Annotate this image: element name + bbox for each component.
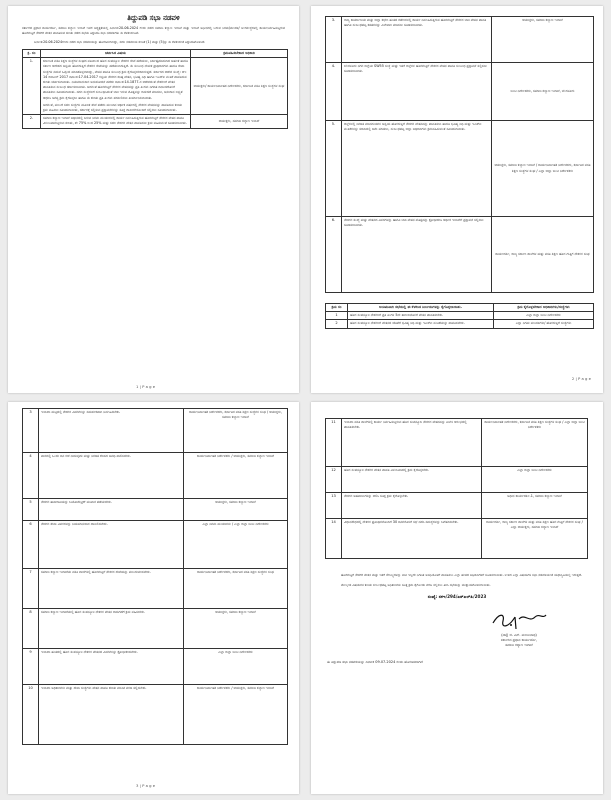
signatory-name: (ಡಾ|| ಜಿ. ಎನ್. ಮಂಜುನಾಥ) xyxy=(501,633,537,637)
document-page-3 xyxy=(8,402,299,794)
column-header: ಅಂತಿಮವಾಗಿ ಸಭೆಯಲ್ಲಿ ಈ ಕೆಳಕಂಡ ನಿರ್ಣಯಗಳನ್ನು ಕೈಗೊಳ್ಳಲಾಯಿತು. xyxy=(348,304,494,312)
table-row xyxy=(326,17,594,63)
page-number: 1 | P a g e xyxy=(136,384,156,389)
row-number: 11 xyxy=(326,419,342,467)
table-row xyxy=(23,521,288,569)
column-header: ಕ್ರಮವಹಿಸಬೇಕಾದ ಅಧಿಕಾರಿ xyxy=(191,50,288,58)
page-number: 2 | P a g e xyxy=(571,376,591,381)
row-subject xyxy=(41,58,191,115)
responsible-officer: ಆಯುಕ್ತರು, ಸಮಾಜ ಕಲ್ಯಾಣ ಇಲಾಖೆ xyxy=(492,17,594,63)
decisions-table xyxy=(325,303,594,329)
table-row xyxy=(23,499,288,521)
closing-paragraph-2: ಮೇಲ್ಕಂಡ ವಿಷಯಗಳ ಕುರಿತು ಸಂಬಂಧಪಟ್ಟ ಅಧಿಕಾರಿಗಳು ಸೂಕ್ತ ಕ್ರಮ ಕೈಗೊಂಡು ವರದಿ ಸಲ್ಲಿಸಲು ತಿಳಿಸಿ ಸಭೆಯನ್ನು ಮುಕ್ತಾಯಗೊಳಿಸಲಾಯಿತು. xyxy=(341,583,491,587)
responsible-officer: ಆಯುಕ್ತರು, ಸಮಾಜ ಕಲ್ಯಾಣ ಇಲಾಖೆ xyxy=(184,609,288,649)
table-row xyxy=(23,649,288,685)
table-row xyxy=(23,409,288,453)
row-number: 10 xyxy=(23,685,39,745)
row-subject: ನೌಕರರ ಸೇವಾ ವಿವರಗಳನ್ನು ನಿಯಮಾನುಸಾರ ದಾಖಲಿಸಬೇಕು. xyxy=(39,521,184,569)
table-row xyxy=(326,121,594,217)
table-header-row xyxy=(326,304,594,312)
row-subject: ಸಮಾಜ ಕಲ್ಯಾಣ ಇಲಾಖೆಯ ವಸತಿ ಶಾಲೆಗಳಲ್ಲಿ ಹೊರಗುತ್ತಿಗೆ ನೌಕರರ ಸೇವೆಯನ್ನು ಮುಂದುವರಿಸಬೇಕು. xyxy=(39,569,184,609)
table-row xyxy=(23,569,288,609)
table-header-row xyxy=(23,50,288,58)
column-header: ಕ್ರಮ ಸಂ xyxy=(326,304,348,312)
responsible-officer: ಆಯುಕ್ತರು, ಸಮಾಜ ಕಲ್ಯಾಣ ಇಲಾಖೆ xyxy=(191,115,288,128)
responsible-officer: ಎಲ್ಲಾ ನಿಗಮ ಮಂಡಳಿಗಳು/ ಹೊರಗುತ್ತಿಗೆ ಸಂಸ್ಥೆಗಳು xyxy=(494,320,594,328)
row-subject: ಜಿಲ್ಲೆಗಳಲ್ಲಿ ನಿಗದಿತ ಮಾನದಂಡಗಳ ಅನ್ವಯ ಹೊರಗುತ್ತಿಗೆ ನೌಕರರ ವೇತನವನ್ನು ಪಾವತಿಸಲು ಹಾಗೂ ಭವಿಷ್ಯ ನಿಧಿ ಮತ್ತು ಇಎಸ್‌ಐ ವಂತಿಕೆಗಳನ್ನು ಸಕಾಲದಲ್ಲಿ ಜಮೆ ಮಾಡಲು, ಸಂಬಂಧಪಟ್ಟ ಜಿಲ್ಲಾ ಅಧಿಕಾರಿಗಳು ಕ್ರಮವಹಿಸುವಂತೆ ಸೂಚಿಸಲಾಯಿತು. xyxy=(342,121,492,217)
closing-paragraph: ಹೊರಗುತ್ತಿಗೆ ನೌಕರರ ವೇತನ ಮತ್ತು ಇತರೆ ಸೌಲಭ್ಯಗಳನ್ನು ಬಾಕಿ ಇಲ್ಲದೇ ನಿಗದಿತ ಅವಧಿಯೊಳಗೆ ಪಾವತಿಸಲು ಎಲ್ಲಾ ಹಂತದ ಅಧಿಕಾರಿಗಳಿಗೆ ಸೂಚಿಸಲಾಯಿತು. ಉಳಿದ ಎಲ್ಲಾ ವಿಷಯಗಳ ಸಭಾ ನಡವಳಿಯಂತೆ ಯಥಾಸ್ಥಿತಿಯಲ್ಲಿ ಇರುತ್ತದೆ. xyxy=(341,573,583,577)
page-number: 3 | P a g e xyxy=(136,783,156,788)
row-number: 6 xyxy=(23,521,39,569)
table-row xyxy=(326,312,594,320)
row-subject: ಸಮಾಜ ಕಲ್ಯಾಣ ಇಲಾಖೆಯಲ್ಲಿ ಹೊರ ಸಂಪನ್ಮೂಲ ನೌಕರರ ವೇತನ ಬಿಡುಗಡೆಗೆ ಕ್ರಮ ವಹಿಸಬೇಕು. xyxy=(39,609,184,649)
row-number: 3 xyxy=(23,409,39,453)
responsible-officer: ಎಲ್ಲಾ ನಿಗಮ ಮಂಡಳಿಗಳು / ಎಲ್ಲಾ ಜಿಲ್ಲಾ ಜಂಟಿ ನಿರ್ದೇಶಕರು xyxy=(184,521,288,569)
table-row xyxy=(23,609,288,649)
responsible-officer: ಕಾರ್ಯನಿರ್ವಾಹಕ ನಿರ್ದೇಶಕರು, ಕರ್ನಾಟಕ ವಸತಿ ಶಿಕ್ಷಣ ಸಂಸ್ಥೆಗಳ ಸಂಘ xyxy=(184,569,288,609)
row-subject: ಇಲಾಖಾ ಮಟ್ಟದಲ್ಲಿ ನೌಕರರ ವಿವರಗಳನ್ನು ಸಮರ್ಪಕವಾಗಿ ನಿರ್ವಹಿಸಬೇಕು. xyxy=(39,409,184,453)
row-subject: ಹೊರ ಸಂಪನ್ಮೂಲ ನೌಕರರ ವೇತನ ಪಾವತಿ ವಿಳಂಬವಾದಲ್ಲಿ ಕ್ರಮ ಕೈಗೊಳ್ಳಬೇಕು. xyxy=(342,467,482,493)
responsible-officer: ಆಯುಕ್ತರು, ಸಮಾಜ ಕಲ್ಯಾಣ ಇಲಾಖೆ / ಕಾರ್ಯನಿರ್ವಾಹಕ ನಿರ್ದೇಶಕರು, ಕರ್ನಾಟಕ ವಸತಿ ಶಿಕ್ಷಣ ಸಂಸ್ಥೆಗಳ ಸಂಘ / ಎಲ್ಲಾ ಜಿಲ್ಲಾ ಜಂಟಿ ನಿರ್ದೇಶಕರು xyxy=(492,121,594,217)
row-number: 9 xyxy=(23,649,39,685)
table-row xyxy=(23,685,288,745)
minutes-table-continued xyxy=(325,16,594,293)
column-header: ಚರ್ಚಿಸಿದ ವಿಷಯ xyxy=(41,50,191,58)
row-number: 1 xyxy=(326,312,348,320)
row-number: 5. xyxy=(326,121,342,217)
table-row xyxy=(326,217,594,293)
row-number: 12 xyxy=(326,467,342,493)
decisions-table-final xyxy=(325,418,588,559)
signatory-title: ಸರ್ಕಾರದ ಪ್ರಧಾನ ಕಾರ್ಯದರ್ಶಿ, xyxy=(500,638,538,643)
table-row xyxy=(326,467,588,493)
amendment-paragraph: ದಿನಾಂಕ:20.06.2024ರಂದು ನಡೆದ ಸಭಾ ನಡವಳಿಯನ್ನು ಹೊರಡಿಸಲಾಗಿದ್ದು, ಸದರಿ ನಡವಳಿಯ ಕಂಡಿಕೆ (1) ಮತ್ತು (5)ನ್ನು ಈ ಕೆಳಕಂಡಂತೆ ತಿದ್ದುಪಡಿಗೊಳಿಸಿದೆ. xyxy=(34,40,206,44)
issue-date-note: ಈ ತಿದ್ದುಪಡಿ ಸಭಾ ನಡವಳಿಯನ್ನು ದಿನಾಂಕ 09.07.2024 ರಂದು ಹೊರಡಿಸಲಾಗಿದೆ xyxy=(327,660,423,665)
row-number: 6. xyxy=(326,217,342,293)
responsible-officer: ಜಂಟಿ ನಿರ್ದೇಶಕರು, ಸಮಾಜ ಕಲ್ಯಾಣ ಇಲಾಖೆ, ಬೆಂಗಳೂರು xyxy=(492,63,594,121)
page-title: ತಿದ್ದುಪಡಿ ಸಭಾ ನಡವಳಿ xyxy=(127,14,180,22)
row-subject: ಹೊರ ಸಂಪನ್ಮೂಲ ನೌಕರರಿಗೆ ಪ್ರತಿ ತಿಂಗಳ 5ನೇ ತಾರೀಖಿನೊಳಗೆ ವೇತನ ಪಾವತಿಸಬೇಕು. xyxy=(348,312,494,320)
responsible-officer: ಆಯುಕ್ತರು, ಸಮಾಜ ಕಲ್ಯಾಣ ಇಲಾಖೆ xyxy=(184,499,288,521)
minutes-table xyxy=(22,49,288,129)
responsible-officer: ಆಯುಕ್ತರು/ ಕಾರ್ಯನಿರ್ವಾಹಕ ನಿರ್ದೇಶಕರು, ಕರ್ನಾಟಕ ವಸತಿ ಶಿಕ್ಷಣ ಸಂಸ್ಥೆಗಳ ಸಂಘ xyxy=(191,58,288,115)
table-row xyxy=(23,115,288,128)
responsible-officer: ಕಾರ್ಯನಿರ್ವಾಹಕ ನಿರ್ದೇಶಕರು / ಆಯುಕ್ತರು, ಸಮಾಜ ಕಲ್ಯಾಣ ಇಲಾಖೆ xyxy=(184,453,288,499)
row-number: 4 xyxy=(23,453,39,499)
row-subject: ಹೊರ ಸಂಪನ್ಮೂಲ ನೌಕರರಿಗೆ ವೇತನದ ಜೊತೆಗೆ ಭವಿಷ್ಯ ನಿಧಿ ಮತ್ತು ಇಎಸ್‌ಐ ವಂತಿಕೆಯನ್ನು ಪಾವತಿಸಬೇಕು. xyxy=(348,320,494,328)
table-row xyxy=(326,320,594,328)
table-row xyxy=(326,419,588,467)
row-subject: ಬೆಂಗಳೂರು ನಗರ ಜಿಲ್ಲೆಯ SW55 ಸಂಸ್ಥೆ ಮತ್ತು ಇತರೆ ಜಿಲ್ಲೆಗಳ ಹೊರಗುತ್ತಿಗೆ ನೌಕರರ ವೇತನ ಪಾವತಿ ಸಂಬಂಧ ಪ್ರಸ್ತಾವನೆ ಸಲ್ಲಿಸಲು ಸೂಚಿಸಲಾಯಿತು. xyxy=(342,63,492,121)
table-row xyxy=(23,58,288,115)
responsible-officer: ಕಾರ್ಯದರ್ಶಿ, ರಾಜ್ಯ ಸರ್ಕಾರಿ ಶಾಲೆಗಳ ಮತ್ತು ವಸತಿ ಶಿಕ್ಷಣ ಹೊರ ಗುತ್ತಿಗೆ ನೌಕರರ ಸಂಘ / ಎಲ್ಲಾ ಆಯುಕ್ತರು, ಸಮಾಜ ಕಲ್ಯಾಣ ಇಲಾಖೆ xyxy=(482,519,588,559)
row-number: 4. xyxy=(326,63,342,121)
document-page-2 xyxy=(311,6,603,393)
row-number: 2 xyxy=(326,320,348,328)
responsible-officer: ಕಾರ್ಯನಿರ್ವಾಹಕ ನಿರ್ದೇಶಕರು, ಕರ್ನಾಟಕ ವಸತಿ ಶಿಕ್ಷಣ ಸಂಸ್ಥೆಗಳ ಸಂಘ / ಎಲ್ಲಾ ಜಿಲ್ಲಾ ಜಂಟಿ ನಿರ್ದೇಶಕರು xyxy=(482,419,588,467)
row-subject: ಇಲಾಖಾ ಹಂತದಲ್ಲಿ ಹೊರ ಸಂಪನ್ಮೂಲ ನೌಕರರ ವೇತನದ ವಿವರಗಳನ್ನು ಕ್ರೋಢೀಕರಿಸಬೇಕು. xyxy=(39,649,184,685)
row-number: 5 xyxy=(23,499,39,521)
row-subject: ನೌಕರರ ಅಹವಾಲುಗಳನ್ನು ಆಲಿಸಿ ಸೂಕ್ತ ಕ್ರಮ ಕೈಗೊಳ್ಳಬೇಕು. xyxy=(342,493,482,519)
subject-text: ಕರ್ನಾಟಕ ವಸತಿ ಶಿಕ್ಷಣ ಸಂಸ್ಥೆಗಳ ಸಂಘದ ವತಿಯಿಂದ ಹೊರ ಸಂಪನ್ಮೂಲ ನೌಕರರ ಸೇವೆ ಪಡೆಯಲು, ನಿರ್ದಿಷ್ಟಪಡಿಸಲಾದ ಅರ್ಹತೆ ಹಾಗೂ ಸರ್ಕಾರಿ ಆದೇಶದ ಅನ್ವಯ ಹೊರಗುತ್ತಿಗೆ ನೌಕರರ ಸೇವೆಯನ್ನು ಪಡೆಯಲಾಗುತ್ತಿದೆ. ಈ ಸಂಬಂಧ ನೇಮಕ ಪ್ರಾಧಿಕಾರಗಳು ಹಾಗೂ ಸೇವಾ ಸಂಸ್ಥೆಗಳ ನಡುವೆ ಒಪ್ಪಂದ ಮಾಡಿಕೊಳ್ಳಲಾಗಿದ್ದು, ವೇತನ ಪಾವತಿ ಸಂಬಂಧ ಕ್ರಮ ಕೈಗೊಳ್ಳಬೇಕಾಗಿರುತ್ತದೆ. ಸರ್ಕಾರದ ಆದೇಶ ಸಂಖ್ಯೆ: ಆಇ 14 ಬಿಜಿಎಲ್ 2017 ದಿನಾಂಕ:17.04.2017 ರನ್ವಯ ನೌಕರರ ಕನಿಷ್ಠ ವೇತನ, ಭವಿಷ್ಯ ನಿಧಿ ಹಾಗೂ ಇಎಸ್‌ಐ ವಂತಿಕೆ ಪಾವತಿಸುವ ಕುರಿತು ಚರ್ಚಿಸಲಾಯಿತು. ನಿಯಮಾನುಸಾರ ಅನುಮೋದನೆ ಪಡೆದು ದಿನಾಂಕ:14.1877-ರ ಆದೇಶದಂತೆ ನೌಕರರಿಗೆ ವೇತನ ಪಾವತಿಸುವ ಸಂಬಂಧ ಚರ್ಚಿಸಲಾಯಿತು. ಅದರಂತೆ ಹೊರಗುತ್ತಿಗೆ ನೌಕರರ ವೇತನವನ್ನು ಪ್ರತಿ ತಿಂಗಳು ನಿಗದಿತ ದಿನಾಂಕದೊಳಗೆ ಪಾವತಿಸಲು ಸೂಚಿಸಲಾಯಿತು. ಸದರಿ ಸಂಸ್ಥೆಗಳಿಗೆ ಸಂಬಂಧಿಸಿದಂತೆ ಬಾಕಿ ಇರುವ ಮೊತ್ತವನ್ನು ಬಿಡುಗಡೆ ಮಾಡಲು, ಅನುದಾನ ಲಭ್ಯತೆ ಆಧರಿಸಿ ಅಗತ್ಯ ಕ್ರಮ ಕೈಗೊಳ್ಳಲು ಹಾಗೂ ಈ ಕುರಿತು ಪ್ರತಿ ತಿಂಗಳು ಪರಿಶೀಲಿಸಲು ತೀರ್ಮಾನಿಸಲಾಯಿತು. xyxy=(43,59,188,100)
signatory-department: ಸಮಾಜ ಕಲ್ಯಾಣ ಇಲಾಖೆ xyxy=(505,643,533,648)
responsible-officer: ಎಲ್ಲಾ ಜಿಲ್ಲಾ ಜಂಟಿ ನಿರ್ದೇಶಕರು xyxy=(494,312,594,320)
responsible-officer: ಎಲ್ಲಾ ಜಿಲ್ಲಾ ಜಂಟಿ ನಿರ್ದೇಶಕರು xyxy=(184,649,288,685)
table-row xyxy=(326,493,588,519)
subject-text-continued: ಅದರಂತೆ, ಮುಂದೆ ಸದರಿ ಸಂಸ್ಥೆಗಳ ಮೂಲಕ ಸೇವೆ ಪಡೆದು ಮುಂದಿನ ಆರ್ಥಿಕ ವರ್ಷದಲ್ಲಿ ನೌಕರರ ವೇತನವನ್ನು ಪಾವತಿಸುವ ಕುರಿತು ಕ್ರಮ ವಹಿಸಲು ಸೂಚಿಸಲಾಯಿತು, ಸರ್ಕಾರಕ್ಕೆ ಸಲ್ಲಿಸುವ ಪ್ರಸ್ತಾವನೆಗಳನ್ನು ಸೂಕ್ತ ದಾಖಲೆಗಳೊಂದಿಗೆ ಸಲ್ಲಿಸಲು ಸೂಚಿಸಲಾಯಿತು. xyxy=(43,102,183,113)
row-subject: ರಾಜ್ಯ ಕಾರ್ಯಾಲಯ ಮತ್ತು ಜಿಲ್ಲಾ ಕಛೇರಿ ಹಂತದ ಕಚೇರಿಗಳಲ್ಲಿ ಕಾರ್ಯ ನಿರ್ವಹಿಸುತ್ತಿರುವ ಹೊರಗುತ್ತಿಗೆ ನೌಕರರ ಬಾಕಿ ವೇತನ ಪಾವತಿ ಹಾಗೂ ಸಂಬಂಧಪಟ್ಟ ಕಡತಗಳನ್ನು ವಿಲೇವಾರಿ ಮಾಡಲು ಸೂಚಿಸಲಾಯಿತು. xyxy=(342,17,492,63)
table-row xyxy=(23,453,288,499)
row-number: 13 xyxy=(326,493,342,519)
document-page-4 xyxy=(311,402,603,794)
row-subject: ಸಮಾಜ ಕಲ್ಯಾಣ ಇಲಾಖೆ ಅಧೀನದಲ್ಲಿ ಬರುವ ನಿಗಮ ಮಂಡಳಿಗಳಲ್ಲಿ ಕಾರ್ಯ ನಿರ್ವಹಿಸುತ್ತಿರುವ ಹೊರಗುತ್ತಿಗೆ ನೌಕರರ ವೇತನ ಪಾವತಿ ವಿಳಂಬವಾಗುತ್ತಿರುವ ಕುರಿತು, ಶೇ 75% ರಿಂದ 25% ಮತ್ತು ಸದರಿ ನೌಕರರ ವೇತನ ಪಾವತಿಸಲು ಕ್ರಮ ವಹಿಸುವಂತೆ ಸೂಚಿಸಲಾಯಿತು. xyxy=(41,115,191,128)
signatory xyxy=(489,609,549,649)
responsible-officer: ಕಾರ್ಯನಿರ್ವಾಹಕ ನಿರ್ದೇಶಕರು / ಆಯುಕ್ತರು, ಸಮಾಜ ಕಲ್ಯಾಣ ಇಲಾಖೆ xyxy=(184,685,288,745)
intro-paragraph: ಸರ್ಕಾರದ ಪ್ರಧಾನ ಕಾರ್ಯದರ್ಶಿ, ಸಮಾಜ ಕಲ್ಯಾಣ ಇಲಾಖೆ ಇವರ ಅಧ್ಯಕ್ಷತೆಯಲ್ಲಿ ದಿನಾಂಕ:20-06-2024 ರಂದು ನಡೆದ ಸಮಾಜ ಕಲ್ಯಾಣ ಇಲಾಖೆ ಮತ್ತು ಇಲಾಖೆ ಅಧೀನದಲ್ಲಿ ಬರುವ ನಿಗಮ/ಮಂಡಳಿ/ ಅಂಗಸಂಸ್ಥೆಗಳಲ್ಲಿ ಕಾರ್ಯನಿರ್ವಹಿಸುತ್ತಿರುವ ಹೊರಗುತ್ತಿಗೆ ನೌಕರರ ವೇತನ ಪಾವತಿಸುವ ಕುರಿತು ನಡೆದ ಸಭೆಯ ತಿದ್ದುಪಡಿ ಸಭಾ ನಡವಳಿಗಳು ಈ ಕೆಳಕಂಡಂತಿವೆ. xyxy=(22,26,285,35)
decisions-table-continued xyxy=(22,408,288,745)
responsible-officer: ಕಾರ್ಯನಿರ್ವಾಹಕ ನಿರ್ದೇಶಕರು, ಕರ್ನಾಟಕ ವಸತಿ ಶಿಕ್ಷಣ ಸಂಸ್ಥೆಗಳ ಸಂಘ / ಆಯುಕ್ತರು, ಸಮಾಜ ಕಲ್ಯಾಣ ಇಲಾಖೆ xyxy=(184,409,288,453)
document-page-1 xyxy=(8,6,299,393)
responsible-officer: ಅಧೀನ ಕಾರ್ಯದರ್ಶಿ-1, ಸಮಾಜ ಕಲ್ಯಾಣ ಇಲಾಖೆ xyxy=(482,493,588,519)
row-number: 1. xyxy=(23,58,41,115)
column-header: ಕ್ರ. ಸಂ xyxy=(23,50,41,58)
signature-image xyxy=(489,609,549,631)
row-subject: ನೌಕರರ ಹಾಜರಾತಿಯನ್ನು ಬಯೋಮೆಟ್ರಿಕ್ ಮೂಲಕ ಪಡೆಯಬೇಕು. xyxy=(39,499,184,521)
reference-number: ಸಂಖ್ಯೆ: ಸಕಇ/294/ಎಸ್‌ಎಲ್‌ಪಿ/2023 xyxy=(427,594,487,599)
table-row xyxy=(326,63,594,121)
row-number: 8 xyxy=(23,609,39,649)
table-row xyxy=(326,519,588,559)
row-number: 3. xyxy=(326,17,342,63)
responsible-officer: ಎಲ್ಲಾ ಜಿಲ್ಲಾ ಜಂಟಿ ನಿರ್ದೇಶಕರು xyxy=(482,467,588,493)
column-header: ಕ್ರಮ ಕೈಗೊಳ್ಳಬೇಕಾದ ಅಧಿಕಾರಿಗಳು/ಸಂಸ್ಥೆಗಳು xyxy=(494,304,594,312)
signature-block xyxy=(311,609,587,650)
row-subject: ನೌಕರರ ಸಂಖ್ಯೆ ಮತ್ತು ವೇತನದ ವಿವರಗಳನ್ನು ಹಾಗೂ ಬಾಕಿ ವೇತನ ಮೊತ್ತವನ್ನು ಕ್ರೋಢೀಕರಿಸಿ ಆರ್ಥಿಕ ಇಲಾಖೆಗೆ ಪ್ರಸ್ತಾವನೆ ಸಲ್ಲಿಸಲು ಸೂಚಿಸಲಾಯಿತು. xyxy=(342,217,492,293)
row-subject: ವಾರದಲ್ಲಿ ಒಂದು ದಿನ ರಜೆ ನೀಡುವುದು ಮತ್ತು ನಿಗದಿತ ಕೆಲಸದ ಅವಧಿ ಪಾಲಿಸಬೇಕು. xyxy=(39,453,184,499)
row-number: 7 xyxy=(23,569,39,609)
row-number: 14 xyxy=(326,519,342,559)
row-subject: ಇಲಾಖಾ ವಸತಿ ಶಾಲೆಗಳಲ್ಲಿ ಕಾರ್ಯ ನಿರ್ವಹಿಸುತ್ತಿರುವ ಹೊರ ಸಂಪನ್ಮೂಲ ನೌಕರರ ವೇತನವನ್ನು ತಿಂಗಳ ಆರಂಭದಲ್ಲಿ ಪಾವತಿಸಬೇಕು. xyxy=(342,419,482,467)
row-subject: ಇಲಾಖಾ ಅಧಿಕಾರಿಗಳು ಮತ್ತು ಸೇವಾ ಸಂಸ್ಥೆಗಳು ವೇತನ ಪಾವತಿ ಕುರಿತು ಮಾಸಿಕ ವರದಿ ಸಲ್ಲಿಸಬೇಕು. xyxy=(39,685,184,745)
row-number: 2. xyxy=(23,115,41,128)
row-subject: ವಿಧಾನಸೌಧದಲ್ಲಿ ನೌಕರರ ಪ್ರತಿನಿಧಿಗಳೊಂದಿಗೆ 30 ದಿನಗಳೊಳಗೆ ಸಭೆ ನಡೆಸಿ ಸಮಸ್ಯೆಗಳನ್ನು ಬಗೆಹರಿಸಬೇಕು. xyxy=(342,519,482,559)
responsible-officer: ಕಾರ್ಯದರ್ಶಿ, ರಾಜ್ಯ ಸರ್ಕಾರಿ ಶಾಲೆಗಳ ಮತ್ತು ವಸತಿ ಶಿಕ್ಷಣ ಹೊರ ಗುತ್ತಿಗೆ ನೌಕರರ ಸಂಘ xyxy=(492,217,594,293)
